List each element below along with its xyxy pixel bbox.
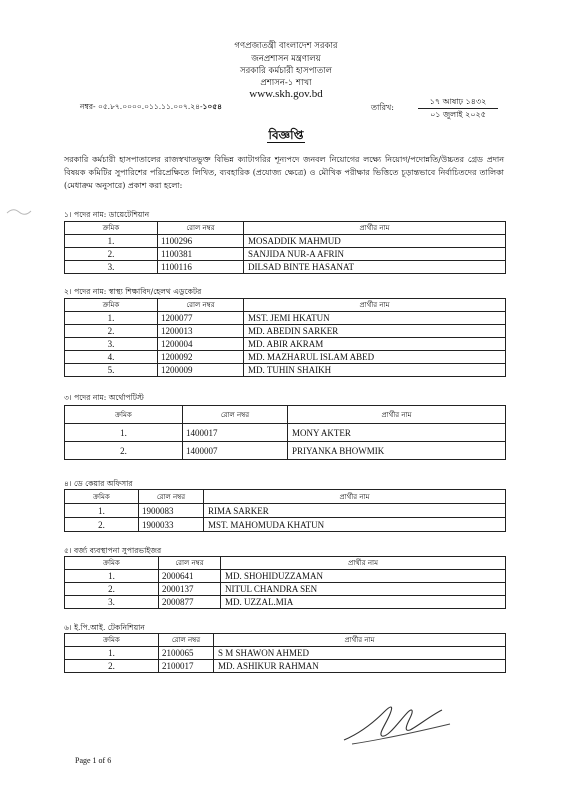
row-name: MD. UZZAL.MIA xyxy=(221,596,506,609)
row-name: SANJIDA NUR-A AFRIN xyxy=(244,248,506,261)
row-serial: 5. xyxy=(65,364,158,377)
table-row xyxy=(65,570,506,583)
row-serial: 1. xyxy=(65,570,159,583)
section-5-heading: ৫। বর্জ্য ব্যবস্থাপনা সুপারভাইজর xyxy=(64,546,162,555)
col-name: প্রার্থীর নাম xyxy=(204,490,506,504)
table-row xyxy=(65,338,506,351)
row-roll: 1200077 xyxy=(158,312,244,325)
row-name: MD. SHOHIDUZZAMAN xyxy=(221,570,506,583)
row-serial: 2. xyxy=(65,325,158,338)
col-name: প্রার্থীর নাম xyxy=(221,557,506,570)
row-serial: 1. xyxy=(65,647,159,660)
section-3-heading: ৩। পদের নাম: অর্থোপটিস্ট xyxy=(64,393,144,402)
stray-mark-icon xyxy=(5,205,35,219)
row-serial: 2. xyxy=(65,518,139,532)
table-row xyxy=(65,312,506,325)
table-header-row xyxy=(65,406,506,424)
date-english: ০১ জুলাই ২০২৫ xyxy=(430,110,486,119)
office-name: সরকারি কর্মচারী হাসপাতাল xyxy=(240,66,332,76)
section-5-table xyxy=(64,556,506,609)
col-name: প্রার্থীর নাম xyxy=(244,299,506,312)
row-name: PRIYANKA BHOWMIK xyxy=(288,442,506,460)
col-roll: রোল নম্বর xyxy=(158,222,244,235)
section-1-table xyxy=(64,221,506,274)
row-roll: 2000641 xyxy=(159,570,221,583)
date-label: তারিখ: xyxy=(371,103,394,112)
table-header-row xyxy=(65,490,506,504)
section-6-heading: ৬। ই.পি.আই. টেকনিশিয়ান xyxy=(64,623,145,632)
col-serial: ক্রমিক xyxy=(65,490,139,504)
row-name: MOSADDIK MAHMUD xyxy=(244,235,506,248)
col-roll: রোল নম্বর xyxy=(183,406,288,424)
table-row xyxy=(65,424,506,442)
row-roll: 1400017 xyxy=(183,424,288,442)
row-name: NITUL CHANDRA SEN xyxy=(221,583,506,596)
gov-name: গণপ্রজাতন্ত্রী বাংলাদেশ সরকার xyxy=(234,41,338,51)
section-2-heading: ২। পদের নাম: স্বাস্থ্য শিক্ষাবিদ/হেলথ এডুকেটর xyxy=(64,287,202,296)
col-name: প্রার্থীর নাম xyxy=(288,406,506,424)
row-roll: 2100017 xyxy=(159,660,214,673)
website-link[interactable]: www.skh.gov.bd xyxy=(249,88,323,100)
row-roll: 2100065 xyxy=(159,647,214,660)
row-serial: 3. xyxy=(65,261,158,274)
section-1-heading: ১। পদের নাম: ডায়েটেশিয়ান xyxy=(64,210,150,219)
col-roll: রোল নম্বর xyxy=(158,299,244,312)
row-serial: 1. xyxy=(65,424,183,442)
table-header-row xyxy=(65,557,506,570)
table-header-row xyxy=(65,299,506,312)
section-4-heading: ৪। ডে কেয়ার অফিসার xyxy=(64,479,133,488)
row-roll: 1400007 xyxy=(183,442,288,460)
col-serial: ক্রমিক xyxy=(65,557,159,570)
table-row xyxy=(65,660,506,673)
row-name: MD. ABEDIN SARKER xyxy=(244,325,506,338)
col-serial: ক্রমিক xyxy=(65,634,159,647)
table-row xyxy=(65,596,506,609)
row-name: MONY AKTER xyxy=(288,424,506,442)
row-name: RIMA SARKER xyxy=(204,504,506,518)
page-number: Page 1 of 6 xyxy=(75,756,112,765)
table-row xyxy=(65,504,506,518)
notice-title: বিজ্ঞপ্তি xyxy=(268,128,304,142)
row-roll: 1100381 xyxy=(158,248,244,261)
table-row xyxy=(65,261,506,274)
row-serial: 1. xyxy=(65,235,158,248)
row-name: S M SHAWON AHMED xyxy=(214,647,506,660)
table-row xyxy=(65,248,506,261)
section-3-table xyxy=(64,405,506,460)
signature-icon xyxy=(338,694,458,754)
row-serial: 2. xyxy=(65,248,158,261)
row-roll: 1200092 xyxy=(158,351,244,364)
table-row xyxy=(65,647,506,660)
row-roll: 1900033 xyxy=(139,518,204,532)
row-roll: 2000877 xyxy=(159,596,221,609)
row-serial: 1. xyxy=(65,504,139,518)
row-roll: 1900083 xyxy=(139,504,204,518)
row-roll: 1200004 xyxy=(158,338,244,351)
col-roll: রোল নম্বর xyxy=(159,557,221,570)
row-name: MST. JEMI HKATUN xyxy=(244,312,506,325)
row-serial: 4. xyxy=(65,351,158,364)
row-name: MD. MAZHARUL ISLAM ABED xyxy=(244,351,506,364)
row-name: MD. ASHIKUR RAHMAN xyxy=(214,660,506,673)
table-header-row xyxy=(65,222,506,235)
row-serial: 1. xyxy=(65,312,158,325)
col-roll: রোল নম্বর xyxy=(159,634,214,647)
table-row xyxy=(65,442,506,460)
memo-number: নম্বর- ০৫.৮৭.০০০০.০১১.১১.০০৭.২৪-১০৫৪ xyxy=(80,102,222,111)
section-2-table xyxy=(64,298,506,377)
ministry-name: জনপ্রশাসন মন্ত্রণালয় xyxy=(251,54,321,64)
row-roll: 1200013 xyxy=(158,325,244,338)
date-bangla: ১৭ আষাঢ় ১৪৩২ xyxy=(418,96,498,109)
intro-paragraph: সরকারি কর্মচারী হাসপাতালের রাজস্বখাতভুক্ত বিভিন্ন ক্যাটাগরির শূন্যপদে জনবল নিয়োগের লক্ষ্যে নিয়োগ/পদোন্নতি/উচ্চতর গ্রেড প্রদান বিষয়ক কমিটির সুপারিশের পরিপ্রেক্ষিতে লিখিত, ব্যবহারিক (প্রযোজ্য ক্ষেত্রে) ও মৌখিক পরীক্ষার ভিত্তিতে চূড়ান্তভাবে নির্বাচিতদের তালিকা (মেধাক্রম অনুসারে) প্রকাশ করা হলো: xyxy=(64,155,504,190)
row-name: MD. ABIR AKRAM xyxy=(244,338,506,351)
row-roll: 2000137 xyxy=(159,583,221,596)
row-serial: 3. xyxy=(65,596,159,609)
row-serial: 3. xyxy=(65,338,158,351)
row-name: MD. TUHIN SHAIKH xyxy=(244,364,506,377)
row-serial: 2. xyxy=(65,660,159,673)
row-roll: 1100116 xyxy=(158,261,244,274)
table-row xyxy=(65,518,506,532)
table-header-row xyxy=(65,634,506,647)
col-serial: ক্রমিক xyxy=(65,406,183,424)
branch-name: প্রশাসন-১ শাখা xyxy=(260,78,312,88)
table-row xyxy=(65,325,506,338)
row-roll: 1200009 xyxy=(158,364,244,377)
row-roll: 1100296 xyxy=(158,235,244,248)
row-serial: 2. xyxy=(65,583,159,596)
table-row xyxy=(65,583,506,596)
row-serial: 2. xyxy=(65,442,183,460)
date-block xyxy=(418,96,498,120)
col-serial: ক্রমিক xyxy=(65,222,158,235)
section-6-table xyxy=(64,633,506,673)
row-name: MST. MAHOMUDA KHATUN xyxy=(204,518,506,532)
col-roll: রোল নম্বর xyxy=(139,490,204,504)
table-row xyxy=(65,351,506,364)
table-row xyxy=(65,364,506,377)
col-name: প্রার্থীর নাম xyxy=(214,634,506,647)
table-row xyxy=(65,235,506,248)
row-name: DILSAD BINTE HASANAT xyxy=(244,261,506,274)
section-4-table xyxy=(64,489,506,532)
col-serial: ক্রমিক xyxy=(65,299,158,312)
col-name: প্রার্থীর নাম xyxy=(244,222,506,235)
